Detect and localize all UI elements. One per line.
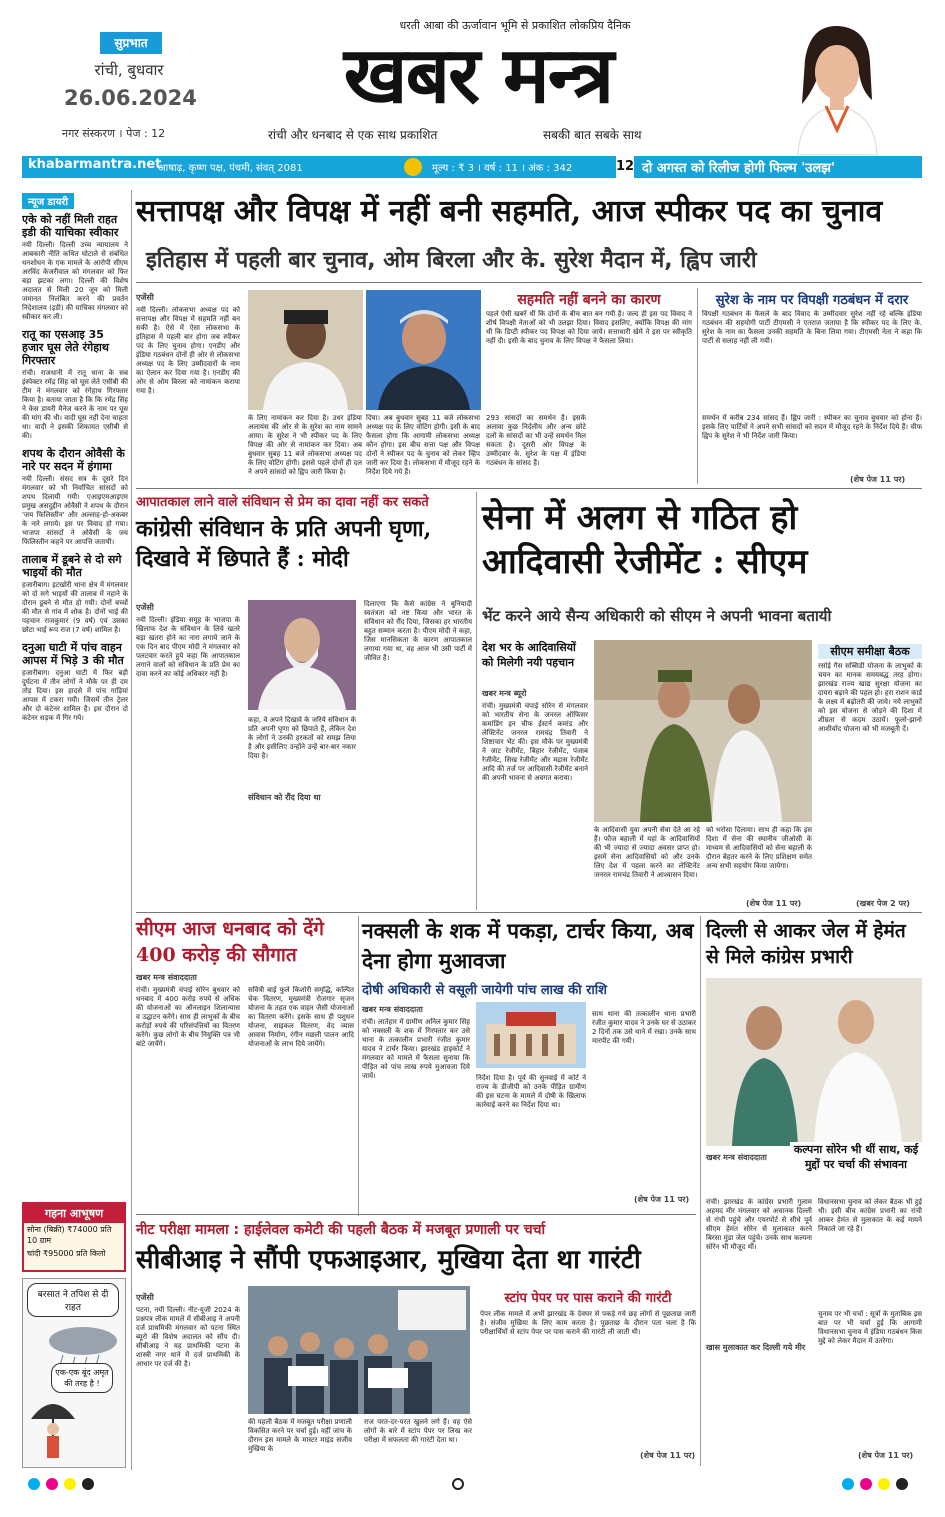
court-building-photo xyxy=(476,1002,586,1068)
army-body: को भरोसा दिलाया। साथ ही कहा कि इस दिशा में सेना की स्थानीय जीओसी के माध्यम से आदिवासियों को सेना बहाली के दौरान बेहतर करने के लिए प्रशिक्षण समेत अन्य सभी सहयोग किया जायेगा। xyxy=(706,826,812,870)
hindu-calendar-date: आषाढ़, कृष्ण पक्ष, पंचमी, संवत् 2081 xyxy=(158,163,303,174)
cartoon-speech: एक-एक बूंद अमृत की तरह है ! xyxy=(51,1363,113,1393)
modi-sub-label: संविधान को रौंद दिया था xyxy=(248,793,321,802)
om-birla-photo xyxy=(248,290,363,410)
delhi-headline: दिल्ली से आकर जेल में हेमंत से मिले कांग्रेस प्रभारी xyxy=(706,920,906,968)
tagline-left: रांची और धनबाद से एक साथ प्रकाशित xyxy=(268,128,438,142)
cartoon-caption: बरसात ने तपिश से दी राहत xyxy=(27,1283,119,1317)
modi-body: कहा, वे अपने दिखावे के जरिये संविधान के प्रति अपनी घृणा को छिपाते हैं, लेकिन देश के लोगों ने उनकी हरकतों को समझ लिया है और इसीलिए उन्होंने उन्हें बार-बार नकार दिया है। xyxy=(248,716,356,760)
naxal-subhead: दोषी अधिकारी से वसूली जायेगी पांच लाख की राशि xyxy=(362,983,607,998)
gold-rate: सोना (बिक्री) ₹74000 प्रति 10 ग्राम xyxy=(27,1225,112,1245)
news-brief xyxy=(22,447,128,547)
neet-body: पटना, नयी दिल्ली। नीट-यूजी 2024 के प्रश्नपत्र लीक मामले में सीबीआइ ने अपनी दर्ज प्राथमिकी मंगलवार को पटना स्थित ब्यूरो की विशेष अदालत को सौंप दी। सीबीआइ ने यह प्राथमिकी पटना के शास्त्री नगर थाने में दर्ज प्राथमिकी के आधार पर दर्ज की है। xyxy=(136,1306,240,1368)
army-body: के आदिवासी युवा अपनी सेवा देते आ रहे हैं। फौज बहाली में यहां के आदिवासियों की भी ज्यादा से ज्यादा अवसर प्राप्त हो। इसमें सेना आदिवासियों को और उनके लिए देश में पहला करने का लेफ्टिनेंट जनरल रामचंद्र तिवारी ने आश्वासन दिया। xyxy=(594,826,700,879)
army-side-title: देश भर के आदिवासियों को मिलेगी नयी पहचान xyxy=(482,641,576,669)
column-separator xyxy=(476,492,477,910)
brief-text: नयी दिल्ली। दिल्ली उच्च न्यायालय ने आबकारी नीति कथित घोटाले से संबंधित धनशोधन के एक मामले के आरोपी सीएम अरविंद केजरीवाल को मंगलवार को फिर बड़ा झटका लगा। दिल्ली की विशेष अदालत से मिली 20 जून को मिली जमानत निलंबित करने की प्रवर्तन निदेशालय (इडी) की याचिका मंगलवार को स्वीकार कर ली। xyxy=(22,241,128,321)
magenta-mark xyxy=(860,1478,872,1490)
divider xyxy=(136,488,922,489)
neet-kicker: हाईलेवल कमेटी की पहली बैठक में मजबूत प्रणाली पर चर्चा xyxy=(244,1222,546,1238)
divider xyxy=(136,1214,696,1215)
modi-byline: एजेंसी xyxy=(136,603,154,612)
jewellery-ad[interactable] xyxy=(22,1202,126,1272)
column-separator xyxy=(358,916,359,1216)
continued-note: (शेष पेज 11 पर) xyxy=(850,475,906,484)
edition-tag: सुप्रभात xyxy=(100,32,162,54)
brief-title: शपथ के दौरान ओवैसी के नारे पर सदन में हंगामा xyxy=(22,447,125,473)
news-brief xyxy=(22,641,128,723)
modi-photo xyxy=(248,600,356,710)
yellow-mark xyxy=(64,1478,76,1490)
kalpana-soren-meeting-photo xyxy=(706,978,922,1146)
yellow-mark xyxy=(878,1478,890,1490)
naxal-body: निर्देश दिया है। पूर्व की सुनवाई में कोर्ट ने राज्य के डीजीपी को उनके पीड़ित ग्रामीण की इस घटना के मामले में दोषी के खिलाफ कार्रवाई करने का निर्देश दिया था। xyxy=(476,1074,586,1109)
crosshair-icon xyxy=(452,1478,464,1490)
lead-body: दिया। अब बुधवार सुबह 11 बजे लोकसभा अध्यक्ष पद के लिए वोटिंग होगी। इसी के बाद फैसला होगा कि आगामी लोकसभा अध्यक्ष कौन होगा। इस बीच सत्ता पक्ष और विपक्ष दोनों ने स्पीकर पद के चुनाव को लेकर व्हिप जारी कर दिया है। लोकसभा में मौजूद रहने के निर्देश दिये गये हैं। xyxy=(366,414,480,476)
magenta-mark xyxy=(46,1478,58,1490)
delhi-photo-caption: कल्पना सोरेन भी थीं साथ, कई मुद्दों पर चर्चा की संभावना xyxy=(790,1142,922,1172)
neet-body: राज परत-दर-परत खुलने लगे हैं। वह ऐसे लोगों के बारे में स्टांप पेपर पर लिख कर परीक्षा में सफलता की गारंटी देता था। xyxy=(364,1418,472,1444)
column-separator xyxy=(700,916,701,1466)
modi-kicker: आपातकाल लाने वाले संविधान से प्रेम का दावा नहीं कर सकते xyxy=(136,495,429,510)
black-mark xyxy=(82,1478,94,1490)
continued-note: (शेष पेज 11 पर) xyxy=(858,1451,914,1460)
modi-headline: कांग्रेसी संविधान के प्रति अपनी घृणा, दिखावे में छिपाते हैं : मोदी xyxy=(136,516,432,572)
k-suresh-photo xyxy=(366,290,481,410)
naxal-body: साथ थाना की तत्कालीन थाना प्रभारी रंजीत कुमार यादव ने उनके घर से उठाकर 2 दिनों तक उसे थाने में रखा। उनके साथ मारपीट की गयी। xyxy=(592,1010,696,1045)
brief-text: हजारीबाग। दनुआ घाटी में फिर बड़ी दुर्घटना में तीन लोगों ने मौके पर ही दम तोड़ दिया। इस हादसे में पांच गाड़ियां आपस में टकरा गयी। जिसमें तीन ट्रेलर और दो कंटेनर शामिल है। इस दौरान दो कंटेनर सड़क में गिर गये। xyxy=(22,669,128,722)
film-promo-photo xyxy=(780,20,890,155)
tagline-right: सबकी बात सबके साथ xyxy=(543,128,642,142)
delhi-body: विधानसभा चुनाव को लेकर बैठक भी हुई थी। इसी बीच कांग्रेस प्रभारी का रांची आकर हेमंत से मुलाकात के कई मायने निकाले जा रहे हैं। xyxy=(818,1198,922,1233)
lead-body: नयी दिल्ली। लोकसभा अध्यक्ष पद को सत्तापक्ष और विपक्ष में सहमति नहीं बन सकी है। ऐसे में ऐसा लोकसभा के इतिहास में पहली बार होगा जब स्पीकर पद के लिए चुनाव होगा। एनडीए और इंडिया गठबंधन दोनों ही ओर से लोकसभा अध्यक्ष पद के लिए उम्मीदवारों के नाम का ऐलान कर दिया गया है। एनडीए की ओर से ओम बिरला को नामांकन कराया गया है। xyxy=(136,306,240,395)
lead-headline: सत्तापक्ष और विपक्ष में नहीं बनी सहमति, आज स्पीकर पद का चुनाव xyxy=(136,194,883,229)
consensus-box-title: सहमति नहीं बनने का कारण xyxy=(517,292,661,308)
army-body: रांची। मुख्यमंत्री चंपाई सोरेन से मंगलवार को भारतीय सेना के जनरल ऑफिसर कमांडिंग इन चीफ ईस्टर्न कमांड और लेफ्टिनेंट जनरल रामचंद्र तिवारी ने शिष्टाचार भेंट की। इस मौके पर मुख्यमंत्री ने जाट रेजीमेंट, बिहार रेजीमेंट, पंजाब रेजीमेंट, सिख रेजीमेंट और मद्रास रेजीमेंट आदि की तर्ज पर आदिवासी रेजीमेंट बनाने की अपनी भावना से अवगत कराया। xyxy=(482,702,588,782)
lead-byline: एजेंसी xyxy=(136,293,154,302)
edition-page: नगर संस्करण । पेज : 12 xyxy=(62,127,166,140)
modi-body: नयी दिल्ली। इंडिया समूह के भाजपा के खिलाफ देश के संविधान के लिये खतरे बड़ा खतरा होने का नारा लगाये जाने के एक दिन बाद पीएम मोदी ने मंगलवार को पलटवार करते हुये कहा कि आपातकाल लगाने वालों को संविधान के प्रति प्रेम का दावा करने का कोई अधिकार नहीं है। xyxy=(136,616,240,678)
lead-body: समर्थन में करीब 234 सांसद हैं। ह्विप जारी : स्पीकर का चुनाव बुधवार को होना है। इसके लिए पार्टियों ने अपने सभी सांसदों को सदन में मौजूद रहने के निर्देश दिये हैं। चीफ ह्विप के सुरेश ने भी निर्देश जारी किया। xyxy=(702,414,922,440)
brief-title: रातू का एसआइ 35 हजार घूस लेते रंगेहाथ गिरफ्तार xyxy=(22,328,109,367)
city-day: रांची, बुधवार xyxy=(94,61,164,79)
delhi-body: रांची। झारखंड के कांग्रेस प्रभारी गुलाम अहमद मीर मंगलवार को अचानक दिल्ली से रांची पहुंचे और एयरपोर्ट से सीधे पूर्व सीएम हेमंत सोरेन से मुलाकात करने बिरसा मुंडा जेल पहुंचे। उनके साथ कल्पना सोरेन भी मौजूद थीं। xyxy=(706,1198,812,1251)
lead-body: 293 सांसदों का समर्थन है। इसके अलावा कुछ निर्दलीय और अन्य छोटे दलों के सांसदों का भी उन्हें समर्थन मिल सकता है। दूसरी ओर विपक्ष के उम्मीदवार के. सुरेश के पक्ष में इंडिया गठबंधन के सांसद हैं। xyxy=(486,414,586,467)
website-link[interactable]: khabarmantra.net xyxy=(28,157,162,172)
continued-note: (शेष पेज 11 पर) xyxy=(746,899,802,908)
suresh-box-title: सुरेश के नाम पर विपक्षी गठबंधन में दरार xyxy=(715,293,909,308)
column-separator xyxy=(697,288,698,484)
stamp-paper-box-title: स्टांप पेपर पर पास कराने की गारंटी xyxy=(504,1291,672,1306)
neet-byline: एजेंसी xyxy=(136,1293,154,1302)
delhi-sub-label: खास मुलाकात कर दिल्ली गये मीर xyxy=(706,1343,806,1352)
dhanbad-headline: सीएम आज धनबाद को देंगे 400 करोड़ की सौगात xyxy=(136,918,324,966)
news-diary-tag: न्यूज डायरी xyxy=(22,193,74,209)
army-subhead: भेंट करने आये सैन्य अधिकारी को सीएम ने अपनी भावना बतायी xyxy=(482,607,832,625)
delhi-byline: खबर मन्त्र संवाददाता xyxy=(706,1153,767,1162)
left-news-column xyxy=(22,190,128,1465)
page-number: 12 xyxy=(616,156,634,178)
dhanbad-body: सवित्री बाई फुले किशोरी समृद्धि, कल्पित चेक वितरण, मुख्यमंत्री रोजगार सृजन योजना के तहत एक वाहन जैसी योजनाओं का वितरण करेंगे। इसके साथ ही पशुधन योजना, साइकल वितरण, वेद व्यास आवास निर्माण, रंगीन मछली पालन आदि योजनाओं के लाभ दिये जायेंगे। xyxy=(248,986,354,1048)
brief-text: रांची। राजधानी में रातू थाना के सब इंस्पेक्टर रमेंद्र सिंह को घूस लेते एसीबी की टीम ने मंगलवार को रंगेहाथ गिरफ्तार किया है। बताया जाता है कि कि रमेंद्र सिंह ने केस डायरी मैनेज करने के नाम पर घूस की मांग की थी। वादी घूस नहीं देना चाहता था। वादी ने इसकी शिकायत एसीबी से की। xyxy=(22,369,128,440)
naxal-headline: नक्सली के शक में पकड़ा, टार्चर किया, अब देना होगा मुआवजा xyxy=(362,918,694,973)
consensus-box-text: पहले ऐसी खबरें थीं कि दोनों के बीच बात बन गयी है। जल्द ही इस पद विवाद ने शीर्ष विपक्षी नेताओं को भी उलझा दिया। विवाद इसलिए, क्योंकि विपक्ष की मांग थी कि डिप्टी स्पीकर पद विपक्ष को दिया जाये। सत्ताधारी खेमे ने इस पर स्वीकृति नहीं दी। इसी के बाद चुनाव के लिए विपक्ष ने फैसला लिया। xyxy=(486,310,692,345)
neet-kicker-label: नीट परीक्षा मामला : xyxy=(136,1222,240,1238)
delhi-body: चुनाव पर भी चर्चा : सूत्रों के मुताबिक इस बात पर भी चर्चा हुई कि आगामी विधानसभा चुनाव में इंडिया गठबंधन किस मुद्दे को लेकर मैदान में उतरेगा। xyxy=(818,1310,922,1345)
neet-kicker-line xyxy=(136,1220,696,1239)
brief-text: हजारीबाग। इटखोरी थाना क्षेत्र में मंगलवार को दो सगे भाइयों की तालाब में नहाने के दौरान डूबने से मौत हो गयी। दोनों बच्चों की मौत से गांव में शोक है। दोनों भाई की पहचान राजकुमार (9 वर्ष) एवं उसका छोटा भाई रूप राज (7 वर्ष) शामिल है। xyxy=(22,581,128,634)
lead-body: के लिए नामांकन कर दिया है। उधर इंडिया अलायंस की ओर से के सुरेश का नाम सामने आया। के सुरेश ने भी स्पीकर पद के लिए विपक्ष की ओर से नामांकन कर दिया। अब बुधवार सुबह 11 बजे लोकसभा अध्यक्ष पद के लिए वोटिंग होगी। इससे पहले दोनों ही दल ने अपने सांसदों को ह्विप जारी किया है। xyxy=(248,414,362,476)
print-registration-bar xyxy=(22,1478,922,1490)
newspaper-logo: खबर मन्त्र xyxy=(343,30,613,121)
cyan-mark xyxy=(28,1478,40,1490)
army-byline: खबर मन्त्र ब्यूरो xyxy=(482,689,527,698)
continued-note: (शेष पेज 11 पर) xyxy=(634,1195,690,1204)
neet-body: की पहली बैठक में मजबूत परीक्षा प्रणाली विकसित करने पर चर्चा हुई। वहीं जांच के दौरान इस मामले के मास्टर माइंड संजीव मुखिया के xyxy=(248,1418,352,1453)
black-mark xyxy=(896,1478,908,1490)
film-promo-text: दो अगस्त को रिलीज होगी फिल्म 'उलझ' xyxy=(642,161,835,176)
suresh-box-text: विपक्षी गठबंधन के फैसले के बाद विवाद के उम्मीदवार सुरेश नहीं रहे बल्कि इंडिया गठबंधन की सहयोगी पार्टी टीएमसी ने एतराज जताया है कि स्पीकर पद के लिए के. सुरेश के नाम का फैसला उनकी सहमति के बिना लिया गया। टीएमसी नेता ने कहा कि पार्टी से सलाह नहीं ली गयी। xyxy=(702,310,922,345)
brief-title: तालाब में डूबने से दो सगे भाइयों की मौत xyxy=(22,553,122,579)
neet-headline: सीबीआइ ने सौंपी एफआइआर, मुखिया देता था गारंटी xyxy=(136,1245,641,1275)
divider xyxy=(136,282,922,283)
army-headline: सेना में अलग से गठित हो आदिवासी रेजीमेंट : सीएम xyxy=(482,498,808,582)
divider xyxy=(136,912,922,913)
cyan-mark xyxy=(842,1478,854,1490)
news-brief xyxy=(22,213,128,322)
naxal-byline: खबर मन्त्र संवाददाता xyxy=(362,1005,423,1014)
silver-rate: चांदी ₹95000 प्रति किलो xyxy=(27,1249,106,1258)
info-bar xyxy=(22,156,922,178)
publication-date: 26.06.2024 xyxy=(64,86,197,110)
masthead xyxy=(0,0,945,150)
continued-note: (शेष पेज 11 पर) xyxy=(640,1451,696,1460)
news-brief xyxy=(22,553,128,635)
dhanbad-byline: खबर मन्त्र संवाददाता xyxy=(136,973,197,982)
modi-body: दिलाएगा कि कैसे कांग्रेस ने बुनियादी स्वतंत्रता को नष्ट किया और भारत के संविधान को रौंद दिया, जिसका हर भारतीय बहुत सम्मान करता है। पीएम मोदी ने कहा, जिस मानसिकता के कारण आपातकाल लगाया गया था, वह आज भी उसी पार्टी में जीवित है। xyxy=(364,600,472,662)
brief-title: एके को नहीं मिली राहत इडी की याचिका स्वीकार xyxy=(22,213,119,239)
editorial-cartoon xyxy=(22,1278,126,1468)
continued-note: (खबर पेज 2 पर) xyxy=(856,899,910,908)
column-separator xyxy=(131,190,132,1470)
neet-protest-photo xyxy=(248,1286,470,1414)
news-brief xyxy=(22,328,128,441)
brief-text: नयी दिल्ली। संसद सत्र के दूसरे दिन मंगलवार को भी निर्वाचित सांसदों को शपथ दिलायी गयी। एआइएमआइएम प्रमुख असदुद्दीन ओवैसी ने शपथ के दौरान 'जय फिलिस्तीन' और अल्लाह-हो-अकबर के नारे लगाये। इस पर विवाद हो गया। भाजपा सांसदों ने ओवैसी के जय फिलिस्तीन कहने पर आपत्ति जतायी। xyxy=(22,475,128,546)
ad-title: गहना आभूषण xyxy=(24,1204,124,1223)
lead-subhead: इतिहास में पहली बार चुनाव, ओम बिरला और के. सुरेश मैदान में, ह्विप जारी xyxy=(146,248,757,273)
tagline-top: धरती आबा की ऊर्जावान भूमि से प्रकाशित लोकप्रिय दैनिक xyxy=(399,19,631,32)
naxal-body: रांची। लातेहार में ग्रामीण अनिल कुमार सिंह को नक्सली के शक में गिरफ्तार कर उसे थाना के तत्कालीन प्रभारी रंजीत कुमार यादव ने टार्चर किया। झारखंड हाइकोर्ट ने मंगलवार को मामले में फैसला सुनाया कि पीड़ित को पांच लाख रुपये मुआवजा दिये जायें। xyxy=(362,1018,470,1080)
price-volume-issue: मूल्य : ₹ 3 । वर्ष : 11 । अंक : 342 xyxy=(432,163,573,174)
brief-title: दनुआ घाटी में पांच वाहन आपस में भिड़े 3 की मौत xyxy=(22,641,124,667)
cm-army-meeting-photo xyxy=(594,640,812,822)
small-logo-icon xyxy=(404,158,422,176)
cm-review-box-title: सीएम समीक्षा बैठक xyxy=(818,644,922,659)
stamp-paper-box-text: पेपर लीक मामले में अभी झारखंड के देवघर से पकड़े गये छह लोगों से पूछताछ जारी है। संजीव मुखिया के लिए काम करता है। पूछताछ के दौरान पता चला है कि परीक्षार्थियों से स्टांप पेपर पर पास कराने की गारंटी ली जाती थी। xyxy=(480,1310,696,1336)
dhanbad-body: रांची। मुख्यमंत्री चंपाई सोरेन बुधवार को धनबाद में 400 करोड़ रुपये से अधिक की योजनाओं का ऑनलाइन शिलान्यास व उद्घाटन करेंगे। साथ ही लाभुकों के बीच करोड़ों रुपये की परिसंपत्तियों का वितरण करेंगे। कुछ लोगों के बीच नियुक्ति पत्र भी बांटे जायेंगे। xyxy=(136,986,240,1048)
cm-review-box-text: रसोई गैस सब्सिडी योजना के लाभुकों के चयन का मानक समयबद्ध तरह होगा। झारखंड राज्य खाद्य सुरक्षा योजना का दायरा बढ़ाने की पहल हो। हरा राशन कार्ड के लक्ष्य में बढ़ोतरी की जाये। नये लाभुकों को इस योजना से जोड़ने की दिशा में शीघ्रता से कदम उठायें। फूलो-झानो आशीर्वाद योजना को भी मजबूती दें। xyxy=(818,662,922,733)
